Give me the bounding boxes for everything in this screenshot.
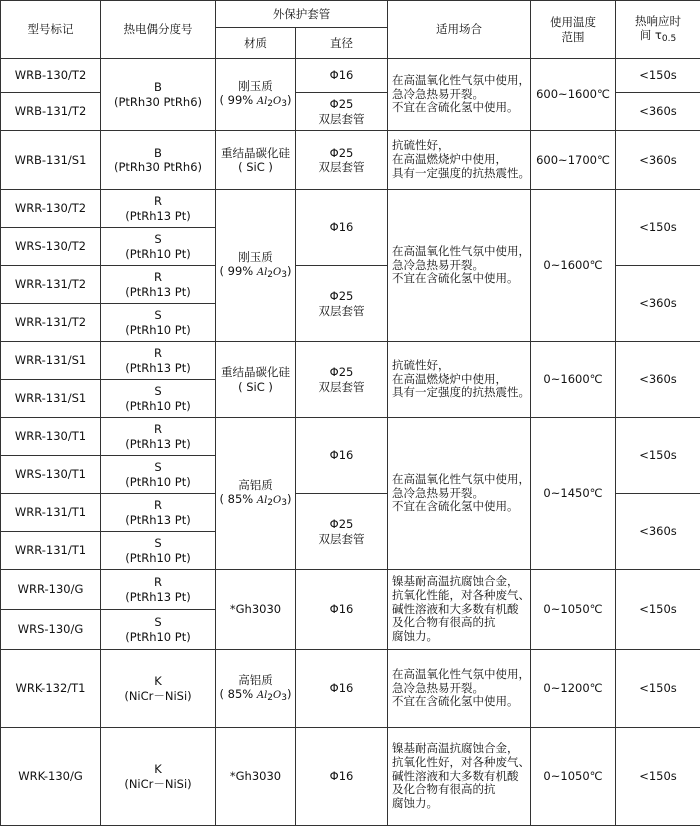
response-cell: <150s: [616, 59, 700, 93]
material-cell: 高铝质 ( 85% $Al_2O_3$): [216, 418, 296, 570]
header-model: 型号标记: [1, 1, 101, 59]
table-row: [1, 570, 700, 610]
header-response: [616, 1, 700, 59]
response-cell: <150s: [616, 570, 700, 650]
graduation-cell: S (PtRh10 Pt): [101, 456, 216, 494]
application-cell: 在高温氧化性气氛中使用， 急冷急热易开裂。 不宜在含硫化氢中使用。: [388, 190, 531, 342]
model-cell: WRR-130/T2: [1, 190, 101, 228]
response-cell: <360s: [616, 494, 700, 570]
graduation-cell: S (PtRh10 Pt): [101, 380, 216, 418]
model-cell: WRK-132/T1: [1, 650, 101, 728]
material-cell: 刚玉质 ( 99% $Al_2O_3$): [216, 190, 296, 342]
graduation-cell: K (NiCr－NiSi): [101, 728, 216, 826]
graduation-cell: S (PtRh10 Pt): [101, 532, 216, 570]
graduation-cell: R (PtRh13 Pt): [101, 494, 216, 532]
graduation-cell: S (PtRh10 Pt): [101, 228, 216, 266]
response-cell: <150s: [616, 418, 700, 494]
temp-range-cell: 600~1600℃: [531, 59, 616, 131]
header-response-tau: 间 τ: [639, 28, 662, 43]
model-cell: WRB-130/T2: [1, 59, 101, 93]
graduation-cell: B (PtRh30 PtRh6): [101, 131, 216, 190]
model-cell: WRR-131/T2: [1, 266, 101, 304]
model-cell: WRB-131/S1: [1, 131, 101, 190]
material-cell: 重结晶碳化硅 ( SiC ): [216, 342, 296, 418]
graduation-cell: [101, 59, 216, 131]
model-cell: WRR-130/T1: [1, 418, 101, 456]
application-cell: 镍基耐高温抗腐蚀合金， 抗氧化性好，对各种废气、 碱性溶液和大多数有机酸 及化合物有很高的抗 腐蚀力。: [388, 728, 531, 826]
diameter-cell: Φ25 双层套管: [296, 93, 388, 131]
model-cell: WRK-130/G: [1, 728, 101, 826]
application-cell: 抗硫性好， 在高温燃烧炉中使用， 具有一定强度的抗热震性。: [388, 131, 531, 190]
header-response-line2: [618, 28, 698, 45]
response-cell: <360s: [616, 266, 700, 342]
model-cell: WRR-131/T1: [1, 532, 101, 570]
graduation-cell: R (PtRh13 Pt): [101, 266, 216, 304]
response-cell: <360s: [616, 93, 700, 131]
temp-range-cell: 0~1450℃: [531, 418, 616, 570]
graduation-cell: R (PtRh13 Pt): [101, 418, 216, 456]
header-temp-line1: 使用温度: [550, 15, 596, 30]
diameter-cell: Φ16: [296, 59, 388, 93]
diameter-cell: Φ16: [296, 570, 388, 650]
model-cell: WRS-130/G: [1, 610, 101, 650]
diameter-cell: Φ25 双层套管: [296, 131, 388, 190]
material-cell: [216, 59, 296, 131]
header-material: 材质: [216, 28, 296, 59]
header-temp-range: [531, 1, 616, 59]
table-row: [1, 190, 700, 228]
response-cell: <360s: [616, 342, 700, 418]
application-cell: 抗硫性好， 在高温燃烧炉中使用， 具有一定强度的抗热震性。: [388, 342, 531, 418]
model-cell: WRB-131/T2: [1, 93, 101, 131]
graduation-detail: (PtRh30 PtRh6): [113, 94, 203, 109]
temp-range-cell: 0~1200℃: [531, 650, 616, 728]
header-response-sub: 0.5: [661, 34, 677, 45]
table-row: [1, 342, 700, 380]
response-cell: <150s: [616, 728, 700, 826]
temp-range-cell: 600~1700℃: [531, 131, 616, 190]
table-row: [1, 650, 700, 728]
temp-range-cell: 0~1600℃: [531, 342, 616, 418]
model-cell: WRS-130/T2: [1, 228, 101, 266]
application-cell: 在高温氧化性气氛中使用， 急冷急热易开裂。 不宜在含硫化氢中使用。: [388, 650, 531, 728]
response-cell: <150s: [616, 190, 700, 266]
model-cell: WRR-130/G: [1, 570, 101, 610]
header-application: 适用场合: [388, 1, 531, 59]
model-cell: WRS-130/T1: [1, 456, 101, 494]
diameter-cell: Φ16: [296, 650, 388, 728]
model-cell: WRR-131/T1: [1, 494, 101, 532]
application-cell: 在高温氧化性气氛中使用， 急冷急热易开裂。 不宜在含硫化氢中使用。: [388, 418, 531, 570]
graduation-cell: S (PtRh10 Pt): [101, 304, 216, 342]
header-graduation: 热电偶分度号: [101, 1, 216, 59]
header-outer-tube: 外保护套管: [216, 1, 388, 28]
table-row: [1, 418, 700, 456]
application-cell: 在高温氧化性气氛中使用， 急冷急热易开裂。 不宜在含硫化氢中使用。: [388, 59, 531, 131]
diameter-cell: Φ25 双层套管: [296, 342, 388, 418]
material-cell: *Gh3030: [216, 728, 296, 826]
graduation-code: B: [154, 80, 162, 95]
header-diameter: 直径: [296, 28, 388, 59]
diameter-cell: Φ16: [296, 418, 388, 494]
model-cell: WRR-131/S1: [1, 380, 101, 418]
header-response-line1: 热响应时: [635, 13, 681, 28]
table-row: [1, 728, 700, 826]
header-temp-line2: 范围: [561, 29, 585, 44]
material-cell: 高铝质 ( 85% $Al_2O_3$): [216, 650, 296, 728]
material-name: 刚玉质: [238, 78, 273, 93]
graduation-cell: S (PtRh10 Pt): [101, 610, 216, 650]
diameter-cell: Φ16: [296, 190, 388, 266]
response-cell: <360s: [616, 131, 700, 190]
graduation-cell: K (NiCr－NiSi): [101, 650, 216, 728]
temp-range-cell: 0~1600℃: [531, 190, 616, 342]
material-cell: *Gh3030: [216, 570, 296, 650]
response-cell: <150s: [616, 650, 700, 728]
diameter-cell: Φ25 双层套管: [296, 494, 388, 570]
temp-range-cell: 0~1050℃: [531, 570, 616, 650]
temp-range-cell: 0~1050℃: [531, 728, 616, 826]
diameter-cell: Φ25 双层套管: [296, 266, 388, 342]
application-cell: 镍基耐高温抗腐蚀合金， 抗氧化性能，对各种废气、 碱性溶液和大多数有机酸 及化合物有很高的抗 腐蚀力。: [388, 570, 531, 650]
model-cell: WRR-131/T2: [1, 304, 101, 342]
diameter-cell: Φ16: [296, 728, 388, 826]
table-row: [1, 131, 700, 190]
material-cell: 重结晶碳化硅 ( SiC ): [216, 131, 296, 190]
graduation-cell: R (PtRh13 Pt): [101, 190, 216, 228]
graduation-cell: R (PtRh13 Pt): [101, 570, 216, 610]
table-row: [1, 59, 700, 93]
material-formula: ( 99% $Al_2O_3$): [219, 93, 292, 110]
graduation-cell: R (PtRh13 Pt): [101, 342, 216, 380]
model-cell: WRR-131/S1: [1, 342, 101, 380]
